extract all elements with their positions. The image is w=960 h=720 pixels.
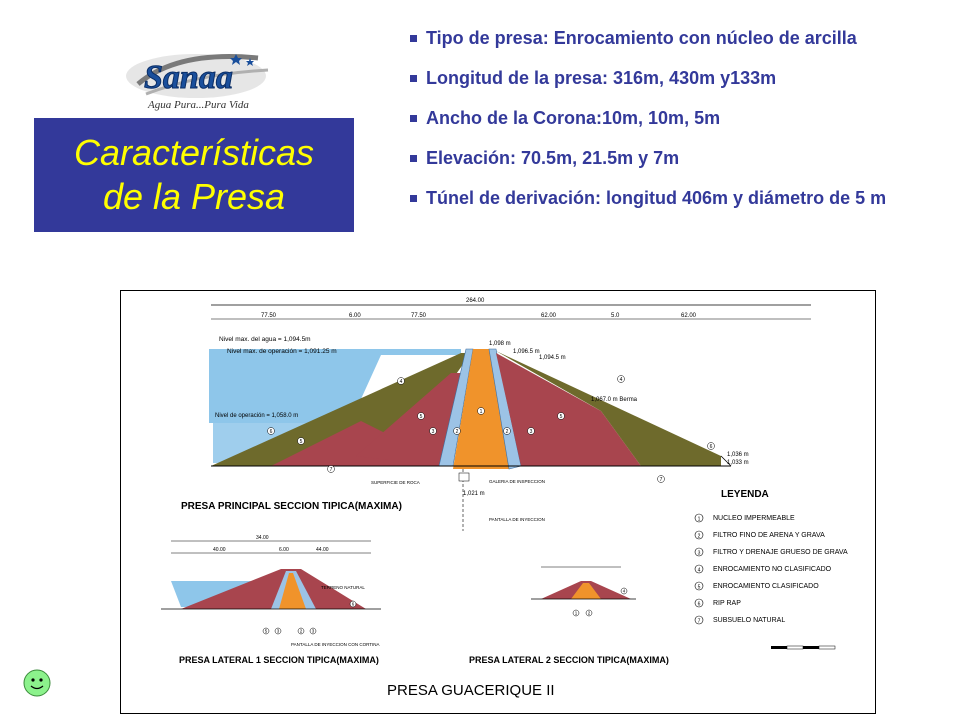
svg-text:1: 1 — [697, 516, 701, 523]
svg-text:5: 5 — [559, 414, 563, 420]
logo-name: Sanaa — [144, 59, 233, 96]
dim-label: 34.00 — [256, 535, 269, 541]
scale-bar — [771, 646, 835, 649]
legend-item: NUCLEO IMPERMEABLE — [713, 515, 795, 522]
dim-label: 44.00 — [316, 547, 329, 553]
bullet-square-icon — [410, 35, 417, 42]
svg-text:3: 3 — [529, 429, 533, 435]
svg-text:7: 7 — [659, 477, 663, 483]
svg-text:3: 3 — [431, 429, 435, 435]
svg-text:4: 4 — [619, 377, 623, 383]
svg-text:1: 1 — [574, 610, 578, 616]
rock-surface-label: SUPERFICIE DE ROCA — [371, 480, 420, 485]
list-item — [410, 66, 950, 90]
elev-1096: 1,096.5 m — [513, 349, 540, 355]
dim-label: 40.00 — [213, 547, 226, 553]
logo-tagline: Agua Pura...Pura Vida — [148, 99, 249, 111]
svg-text:6: 6 — [697, 601, 701, 608]
svg-text:2: 2 — [587, 610, 591, 616]
dam-drawing-svg — [121, 291, 875, 713]
list-item — [410, 146, 950, 170]
level-max-water: Nivel max. del agua = 1,094.5m — [219, 336, 311, 343]
svg-text:4: 4 — [622, 588, 626, 594]
svg-text:6: 6 — [351, 601, 355, 607]
inspection-gallery-label: GALERIA DE INSPECCION — [489, 479, 546, 484]
svg-text:3: 3 — [697, 550, 701, 557]
svg-text:2: 2 — [697, 533, 701, 540]
injection-label: PANTALLA DE INYECCION CON CORTINA — [291, 642, 380, 647]
dim-total-label: 264.00 — [466, 298, 485, 304]
svg-text:2: 2 — [455, 429, 459, 435]
elev-1036: 1,036 m — [727, 452, 749, 458]
svg-text:5: 5 — [419, 414, 423, 420]
legend-item: ENROCAMIENTO NO CLASIFICADO — [713, 566, 832, 573]
dim-label: 62.00 — [681, 313, 697, 319]
elev-crest: 1,098 m — [489, 341, 511, 347]
svg-text:2: 2 — [299, 628, 303, 634]
terrain-label: TERRENO NATURAL — [321, 585, 365, 590]
svg-text:7: 7 — [697, 618, 701, 625]
legend-title: LEYENDA — [721, 489, 769, 500]
dim-label: 6.00 — [279, 547, 289, 553]
bullet-square-icon — [410, 155, 417, 162]
svg-text:3: 3 — [311, 628, 315, 634]
characteristics-list — [410, 26, 950, 226]
legend-item: SUBSUELO NATURAL — [713, 617, 786, 624]
dim-label: 77.50 — [411, 313, 427, 319]
dam-section-drawing — [120, 290, 876, 714]
smiley-icon[interactable] — [22, 668, 52, 698]
bullet-square-icon — [410, 195, 417, 202]
svg-text:5: 5 — [697, 584, 701, 591]
main-dam-caption: PRESA PRINCIPAL SECCION TIPICA(MAXIMA) — [181, 501, 402, 512]
level-max-operation: Nivel max. de operación = 1,091.25 m — [227, 348, 337, 355]
svg-text:4: 4 — [697, 567, 701, 574]
level-operation: Nivel de operación = 1,058.0 m — [215, 413, 299, 419]
bullet-text: Ancho de la Corona:10m, 10m, 5m — [426, 108, 721, 128]
bullet-text: Tipo de presa: Enrocamiento con núcleo de arcilla — [426, 28, 857, 48]
svg-text:7: 7 — [329, 467, 333, 473]
legend-item: FILTRO Y DRENAJE GRUESO DE GRAVA — [713, 549, 848, 556]
sanaa-logo — [118, 44, 278, 116]
title-line-2: de la Presa — [102, 176, 286, 217]
elev-1033: 1,033 m — [727, 460, 749, 466]
legend-item: RIP RAP — [713, 600, 741, 607]
legend-item: ENROCAMIENTO CLASIFICADO — [713, 583, 819, 590]
bullet-text: Elevación: 70.5m, 21.5m y 7m — [426, 148, 680, 168]
injection-screen-label: PANTALLA DE INYECCION — [489, 517, 545, 522]
list-item — [410, 106, 950, 130]
berm-label: 1,067.0 m Berma — [591, 397, 638, 403]
list-item — [410, 186, 950, 210]
dim-label: 62.00 — [541, 313, 557, 319]
lateral2-caption: PRESA LATERAL 2 SECCION TIPICA(MAXIMA) — [469, 655, 669, 665]
dim-label: 77.50 — [261, 313, 277, 319]
elev-1094: 1,094.5 m — [539, 355, 566, 361]
bullet-text: Longitud de la presa: 316m, 430m y133m — [426, 68, 777, 88]
svg-text:3: 3 — [276, 628, 280, 634]
svg-text:1: 1 — [479, 409, 483, 415]
slide-title — [34, 118, 354, 232]
svg-text:5: 5 — [264, 628, 268, 634]
svg-text:5: 5 — [299, 439, 303, 445]
svg-text:6: 6 — [709, 444, 713, 450]
bullet-square-icon — [410, 115, 417, 122]
list-item — [410, 26, 950, 50]
dim-label: 6.00 — [349, 313, 361, 319]
elev-1021: 1,021 m — [463, 491, 485, 497]
svg-text:2: 2 — [505, 429, 509, 435]
bullet-text: Túnel de derivación: longitud 406m y diámetro de 5 m — [426, 188, 887, 208]
bullet-square-icon — [410, 75, 417, 82]
legend — [695, 514, 848, 625]
lateral1-caption: PRESA LATERAL 1 SECCION TIPICA(MAXIMA) — [179, 655, 379, 665]
svg-text:4: 4 — [399, 379, 403, 385]
dim-label: 5.0 — [611, 313, 620, 319]
drawing-footer-title: PRESA GUACERIQUE II — [387, 682, 555, 699]
svg-text:6: 6 — [269, 429, 273, 435]
title-line-1: Características — [73, 132, 315, 173]
legend-item: FILTRO FINO DE ARENA Y GRAVA — [713, 532, 825, 539]
